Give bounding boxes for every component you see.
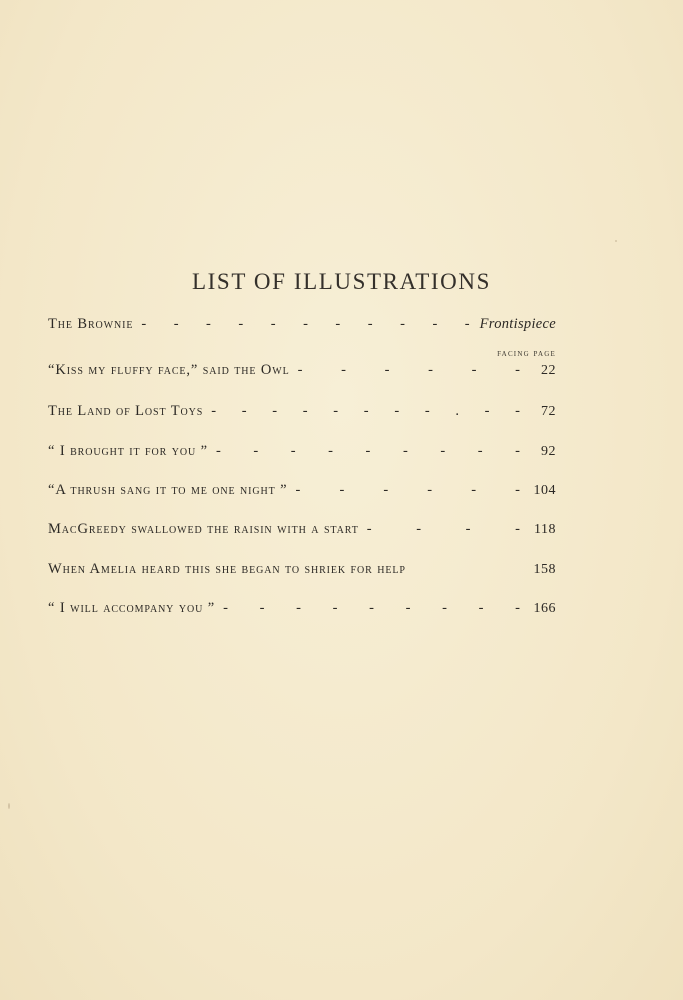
illustration-entry xyxy=(48,362,556,379)
illustration-entry xyxy=(48,521,556,538)
illustration-title: When Amelia heard this she began to shriek for help xyxy=(48,561,406,577)
illustration-title: “ I will accompany you ” xyxy=(48,600,216,616)
paper-speck xyxy=(8,803,10,809)
page-number: 92 xyxy=(541,444,556,459)
illustration-title: “A thrush sang it to me one night ” xyxy=(48,482,288,498)
illustration-title: “ I brought it for you ” xyxy=(48,443,208,459)
dot-leader: - - - - - - xyxy=(297,362,520,378)
dot-leader: - - - - - - - - - xyxy=(215,443,520,459)
illustration-entry xyxy=(48,316,556,333)
dot-leader: - - - - - - xyxy=(295,482,520,498)
illustration-title: The Brownie xyxy=(48,316,134,332)
illustration-entry xyxy=(48,561,556,578)
illustration-title: MacGreedy swallowed the raisin with a start xyxy=(48,521,359,537)
page-number: 104 xyxy=(533,483,556,498)
illustration-entry xyxy=(48,482,556,499)
page-number: 118 xyxy=(534,522,556,537)
dot-leader: - - - - - - - - . - - xyxy=(211,403,520,419)
dot-leader: - - - - xyxy=(366,521,520,537)
illustration-entry xyxy=(48,403,556,420)
dot-leader: - - - - - - - - - - - xyxy=(141,316,470,332)
dot-leader: - - - - - - - - - xyxy=(223,600,520,616)
page-number: 158 xyxy=(533,562,556,577)
illustration-title: The Land of Lost Toys xyxy=(48,403,204,419)
page-number: 22 xyxy=(541,363,556,378)
illustration-entry xyxy=(48,600,556,617)
page-number: 166 xyxy=(533,601,556,616)
paper-speck xyxy=(615,240,617,242)
illustration-title: “Kiss my fluffy face,” said the Owl xyxy=(48,362,290,378)
facing-page-header: facing page xyxy=(497,348,556,359)
page-number: 72 xyxy=(541,404,556,419)
page-title: LIST OF ILLUSTRATIONS xyxy=(192,269,491,295)
illustration-entry xyxy=(48,443,556,460)
page-number: Frontispiece xyxy=(479,316,556,332)
